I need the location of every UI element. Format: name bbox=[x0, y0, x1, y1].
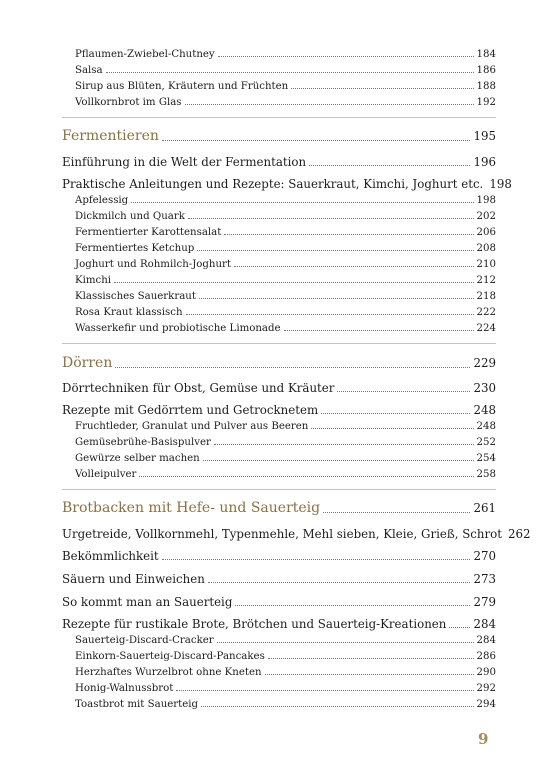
toc-entry-page: 230 bbox=[473, 381, 496, 395]
toc-entry-title: Kimchi bbox=[75, 275, 112, 286]
toc-entry-title: Vollkornbrot im Glas bbox=[75, 97, 182, 108]
toc-entry bbox=[75, 683, 496, 694]
leader-dots bbox=[162, 140, 471, 141]
leader-dots bbox=[139, 476, 473, 477]
toc-entry-title: Dickmilch und Quark bbox=[75, 211, 185, 222]
toc-entry-page: 196 bbox=[473, 155, 496, 169]
toc-entry bbox=[75, 211, 496, 222]
section-divider bbox=[62, 343, 496, 344]
toc-entry-page: 248 bbox=[473, 403, 496, 417]
page-number: 9 bbox=[478, 730, 489, 748]
leader-dots bbox=[217, 642, 474, 643]
toc-entry bbox=[75, 49, 496, 60]
toc-entry bbox=[75, 421, 496, 432]
toc-entry bbox=[75, 307, 496, 318]
toc-section-page: 261 bbox=[473, 501, 496, 515]
toc-entry bbox=[62, 403, 496, 417]
leader-dots bbox=[188, 218, 474, 219]
toc-entry-title: Honig-Walnussbrot bbox=[75, 683, 174, 694]
toc-section-heading bbox=[62, 128, 496, 144]
toc-entry bbox=[62, 617, 496, 631]
toc-entry-page: 292 bbox=[476, 683, 496, 694]
toc-entry bbox=[75, 275, 496, 286]
leader-dots bbox=[224, 234, 473, 235]
leader-dots bbox=[176, 690, 473, 691]
toc-entry-page: 222 bbox=[476, 307, 496, 318]
leader-dots bbox=[201, 706, 473, 707]
leader-dots bbox=[234, 266, 474, 267]
toc-entry-title: Fermentiertes Ketchup bbox=[75, 243, 195, 254]
leader-dots bbox=[106, 72, 474, 73]
leader-dots bbox=[268, 658, 474, 659]
toc-entry bbox=[75, 453, 496, 464]
leader-dots bbox=[208, 582, 471, 583]
toc-entry bbox=[75, 635, 496, 646]
toc-entry-title: Dörrtechniken für Obst, Gemüse und Kräuter bbox=[62, 381, 335, 395]
toc-entry-title: Sauerteig-Discard-Cracker bbox=[75, 635, 214, 646]
leader-dots bbox=[337, 391, 470, 392]
toc-entry-page: 218 bbox=[476, 291, 496, 302]
toc-entry-title: Rosa Kraut klassisch bbox=[75, 307, 183, 318]
toc-entry bbox=[75, 323, 496, 334]
toc-entry-title: Rezepte für rustikale Brote, Brötchen und Sauerteig-Kreationen bbox=[62, 617, 447, 631]
toc-section-heading bbox=[62, 500, 496, 516]
section-divider bbox=[62, 489, 496, 490]
toc-entry bbox=[62, 381, 496, 395]
toc-entry bbox=[75, 81, 496, 92]
toc-entry bbox=[62, 527, 531, 541]
leader-dots bbox=[186, 314, 474, 315]
toc-entry-title: Joghurt und Rohmilch-Joghurt bbox=[75, 259, 232, 270]
toc-entry bbox=[62, 549, 496, 563]
toc-entry bbox=[75, 195, 496, 206]
toc-section-title: Fermentieren bbox=[62, 128, 159, 144]
leader-dots bbox=[265, 674, 474, 675]
toc-entry bbox=[75, 65, 496, 76]
toc-entry-page: 294 bbox=[476, 699, 496, 710]
toc-entry-page: 202 bbox=[476, 211, 496, 222]
toc-entry bbox=[75, 291, 496, 302]
toc-entry-page: 290 bbox=[476, 667, 496, 678]
toc-entry bbox=[75, 667, 496, 678]
toc-entry-title: Wasserkefir und probiotische Limonade bbox=[75, 323, 281, 334]
toc-section-title: Dörren bbox=[62, 355, 113, 371]
toc-entry-page: 286 bbox=[476, 651, 496, 662]
leader-dots bbox=[235, 605, 470, 606]
toc-section-page: 195 bbox=[473, 129, 496, 143]
leader-dots bbox=[115, 367, 470, 368]
toc-entry-title: So kommt man an Sauerteig bbox=[62, 595, 233, 609]
toc-entry-page: 208 bbox=[476, 243, 496, 254]
toc-entry-page: 284 bbox=[476, 635, 496, 646]
leader-dots bbox=[218, 56, 474, 57]
toc-entry-title: Einkorn-Sauerteig-Discard-Pancakes bbox=[75, 651, 265, 662]
leader-dots bbox=[203, 460, 474, 461]
toc-entry-title: Rezepte mit Gedörrtem und Getrocknetem bbox=[62, 403, 319, 417]
toc-section-heading bbox=[62, 355, 496, 371]
leader-dots bbox=[323, 512, 470, 513]
toc-section-title: Brotbacken mit Hefe- und Sauerteig bbox=[62, 500, 321, 516]
toc-entry bbox=[75, 97, 496, 108]
leader-dots bbox=[185, 104, 474, 105]
toc-entry-title: Bekömmlichkeit bbox=[62, 549, 159, 563]
toc-entry-page: 252 bbox=[476, 437, 496, 448]
toc-entry-title: Toastbrot mit Sauerteig bbox=[75, 699, 199, 710]
toc-entry-page: 212 bbox=[476, 275, 496, 286]
leader-dots bbox=[197, 250, 473, 251]
toc-entry-page: 186 bbox=[476, 65, 496, 76]
leader-dots bbox=[214, 444, 474, 445]
leader-dots bbox=[162, 559, 471, 560]
leader-dots bbox=[449, 627, 470, 628]
toc-entry bbox=[62, 155, 496, 169]
leader-dots bbox=[321, 413, 470, 414]
toc-entry-page: 248 bbox=[476, 421, 496, 432]
toc-entry-title: Klassisches Sauerkraut bbox=[75, 291, 196, 302]
toc-entry bbox=[62, 595, 496, 609]
toc-entry-title: Herzhaftes Wurzelbrot ohne Kneten bbox=[75, 667, 262, 678]
toc-entry-title: Gemüsebrühe-Basispulver bbox=[75, 437, 211, 448]
leader-dots bbox=[199, 298, 474, 299]
toc-entry bbox=[75, 259, 496, 270]
toc-entry-title: Fruchtleder, Granulat und Pulver aus Beeren bbox=[75, 421, 309, 432]
toc-entry bbox=[75, 651, 496, 662]
toc-entry-page: 258 bbox=[476, 469, 496, 480]
toc-entry-page: 198 bbox=[476, 195, 496, 206]
toc-entry-title: Apfelessig bbox=[75, 195, 129, 206]
toc-entry-page: 279 bbox=[473, 595, 496, 609]
leader-dots bbox=[284, 330, 474, 331]
toc-entry-page: 284 bbox=[473, 617, 496, 631]
toc-entry-page: 270 bbox=[473, 549, 496, 563]
toc-entry-title: Volleipulver bbox=[75, 469, 137, 480]
toc-entry-page: 206 bbox=[476, 227, 496, 238]
toc-entry-title: Pflaumen-Zwiebel-Chutney bbox=[75, 49, 215, 60]
toc-entry-title: Säuern und Einweichen bbox=[62, 572, 205, 586]
toc-entry-title: Praktische Anleitungen und Rezepte: Sauerkraut, Kimchi, Joghurt etc. bbox=[62, 177, 484, 191]
leader-dots bbox=[291, 88, 473, 89]
toc-entry-page: 198 bbox=[489, 177, 512, 191]
toc-entry bbox=[62, 177, 512, 191]
toc-entry-page: 192 bbox=[476, 97, 496, 108]
toc-section-page: 229 bbox=[473, 356, 496, 370]
toc-entry-page: 254 bbox=[476, 453, 496, 464]
toc-entry-page: 224 bbox=[476, 323, 496, 334]
toc-entry-page: 210 bbox=[476, 259, 496, 270]
toc-entry bbox=[75, 243, 496, 254]
leader-dots bbox=[114, 282, 473, 283]
toc-entry-title: Urgetreide, Vollkornmehl, Typenmehle, Mehl sieben, Kleie, Grieß, Schrot bbox=[62, 527, 502, 541]
toc-entry-title: Gewürze selber machen bbox=[75, 453, 200, 464]
toc-entry bbox=[75, 469, 496, 480]
leader-dots bbox=[309, 165, 470, 166]
toc-entry-page: 184 bbox=[476, 49, 496, 60]
leader-dots bbox=[311, 428, 473, 429]
toc-entry-title: Fermentierter Karottensalat bbox=[75, 227, 222, 238]
toc-entry bbox=[62, 572, 496, 586]
section-divider bbox=[62, 117, 496, 118]
toc-entry-title: Salsa bbox=[75, 65, 103, 76]
toc-entry bbox=[75, 437, 496, 448]
toc-entry bbox=[75, 699, 496, 710]
toc-entry-title: Einführung in die Welt der Fermentation bbox=[62, 155, 307, 169]
toc-entry-page: 188 bbox=[476, 81, 496, 92]
toc-entry-title: Sirup aus Blüten, Kräutern und Früchten bbox=[75, 81, 289, 92]
toc-entry bbox=[75, 227, 496, 238]
toc-entry-page: 262 bbox=[507, 527, 531, 541]
toc-entry-page: 273 bbox=[473, 572, 496, 586]
leader-dots bbox=[131, 202, 473, 203]
